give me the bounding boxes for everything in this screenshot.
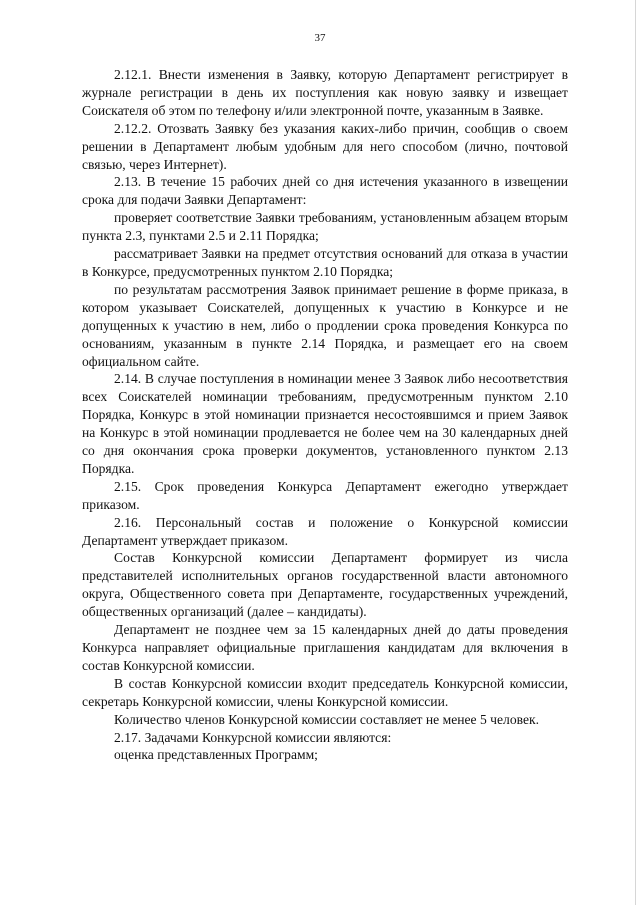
paragraph-member-count: Количество членов Конкурсной комиссии составляет не менее 5 человек. [114,711,539,727]
paragraph-commission-members: В состав Конкурсной комиссии входит председатель Конкурсной комиссии, секретарь Конкурсной комиссии, члены Конкурсной комиссии. [82,675,568,709]
paragraph-2-14: 2.14. В случае поступления в номинации менее 3 Заявок либо несоответствия всех Соискателей номинации требованиям, предусмотренным пунктом 2.10 Порядка, Конкурс в этой номинации признается несостоявшимся и прием Заявок на Конкурс в этой номинации продлевается не более чем на 30 календарных дней со дня окончания срока проверки документов, установленного пунктом 2.13 Порядка. [82,371,568,476]
paragraph-2-12-2: 2.12.2. Отозвать Заявку без указания каких-либо причин, сообщив о своем решении в Департамент любым удобным для него способом (лично, почтовой связью, через Интернет). [82,120,568,172]
paragraph-2-15: 2.15. Срок проведения Конкурса Департамент ежегодно утверждает приказом. [82,478,568,512]
paragraph-invitations: Департамент не позднее чем за 15 календарных дней до даты проведения Конкурса направляет официальные приглашения кандидатам для включения в состав Конкурсной комиссии. [82,622,568,673]
paragraph-2-13-review: рассматривает Заявки на предмет отсутствия оснований для отказа в участии в Конкурсе, предусмотренных пунктом 2.10 Порядка; [82,246,568,279]
paragraph-commission-composition: Состав Конкурсной комиссии Департамент формирует из числа представителей исполнительных органов государственной власти автономного округа, Общественного совета при Департаменте, государственных учреждений, общественных организаций (далее – кандидаты). [82,550,568,620]
paragraph-2-16: 2.16. Персональный состав и положение о Конкурсной комиссии Департамент утверждает приказом. [82,514,568,548]
paragraph-2-13-check: проверяет соответствие Заявки требованиям, установленным абзацем вторым пункта 2.3, пунктами 2.5 и 2.11 Порядка; [82,210,568,244]
page-edge-line [635,0,636,905]
paragraph-2-12-1: 2.12.1. Внести изменения в Заявку, которую Департамент регистрирует в журнале регистрации в день их поступления как новую заявку и извещает Соискателя об этом по телефону и/или электронной почте, указанным в Заявке. [82,67,568,118]
paragraph-2-17-task: оценка представленных Программ; [114,747,318,763]
paragraph-2-13-decision: по результатам рассмотрения Заявок принимает решение в форме приказа, в котором указывает Соискателей, допущенных к участию в Конкурсе и не допущенных к участию в нем, либо о продлении срока проведения Конкурса по основаниям, указанным в пункте 2.14 Порядка, и размещает его на своем официальном сайте. [82,281,568,369]
paragraph-2-13: 2.13. В течение 15 рабочих дней со дня истечения указанного в извещении срока для подачи Заявки Департамент: [82,174,568,208]
page-number: 37 [314,32,326,44]
paragraph-2-17: 2.17. Задачами Конкурсной комиссии являются: [114,729,392,745]
document-body [82,66,568,764]
